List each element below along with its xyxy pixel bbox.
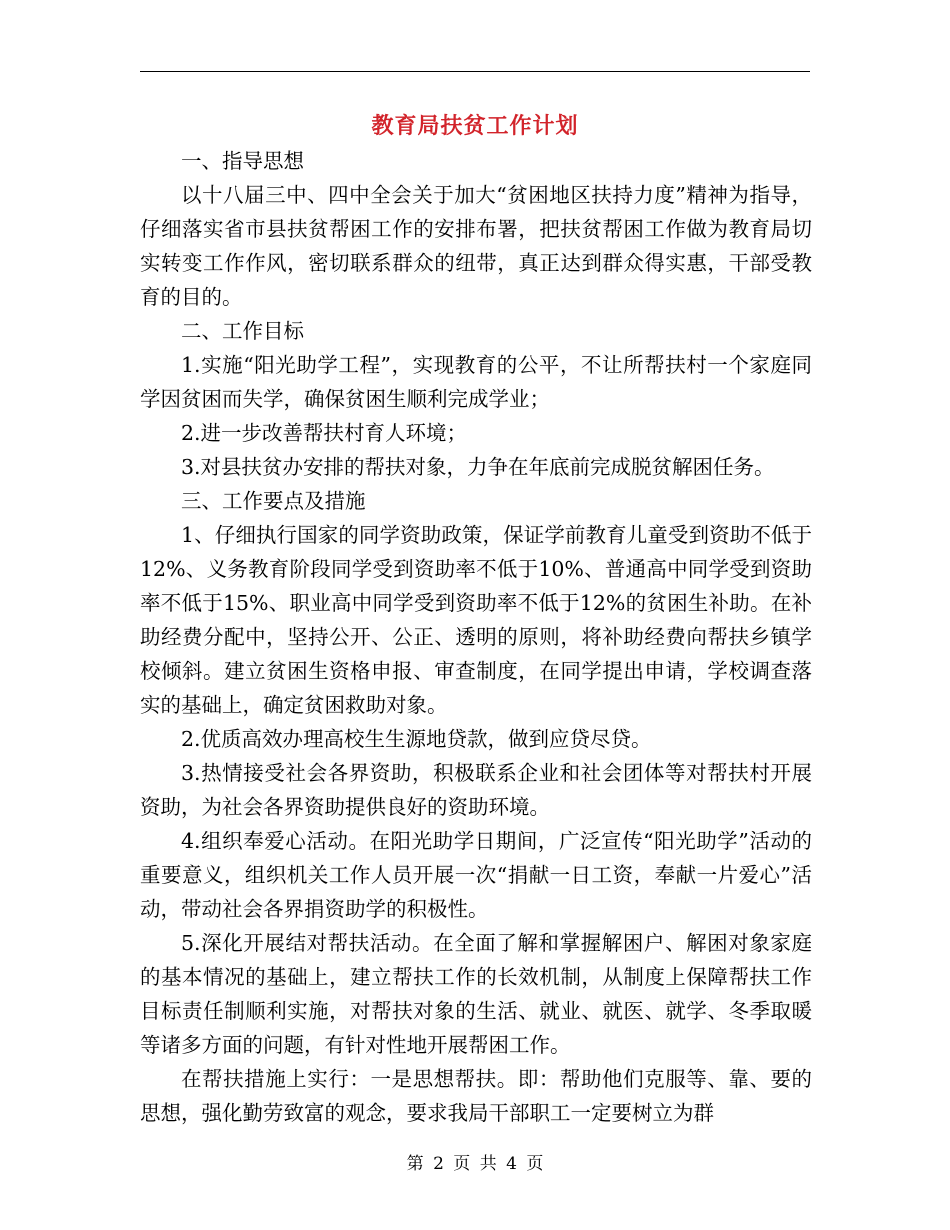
section-heading-guiding-thought: 一、指导思想 bbox=[181, 149, 304, 173]
section-heading-work-goals: 二、工作目标 bbox=[181, 319, 304, 343]
document-body bbox=[140, 144, 812, 1130]
measure-item-3: 3.热情接受社会各界资助，积极联系企业和社会团体等对帮扶村开展资助，为社会各界资助提供良好的资助环境。 bbox=[140, 761, 812, 819]
header-rule bbox=[140, 71, 810, 72]
document-title: 教育局扶贫工作计划 bbox=[371, 113, 579, 139]
goal-item-3: 3.对县扶贫办安排的帮扶对象，力争在年底前完成脱贫解困任务。 bbox=[181, 455, 775, 479]
page-number-footer: 第 2 页 共 4 页 bbox=[406, 1154, 544, 1174]
section-heading-key-points: 三、工作要点及措施 bbox=[181, 489, 366, 513]
measure-item-5: 5.深化开展结对帮扶活动。在全面了解和掌握解困户、解困对象家庭的基本情况的基础上，建立帮扶工作的长效机制，从制度上保障帮扶工作目标责任制顺利实施，对帮扶对象的生活、就业、就医、就学、冬季取暖等诸多方面的问题，有针对性地开展帮困工作。 bbox=[140, 931, 812, 1057]
goal-item-2: 2.进一步改善帮扶村育人环境； bbox=[181, 421, 468, 445]
paragraph-assistance-measures: 在帮扶措施上实行：一是思想帮扶。即：帮助他们克服等、靠、要的思想，强化勤劳致富的观念，要求我局干部职工一定要树立为群 bbox=[140, 1067, 812, 1125]
goal-item-1: 1.实施“阳光助学工程”，实现教育的公平，不让所帮扶村一个家庭同学因贫困而失学，确保贫困生顺利完成学业； bbox=[140, 353, 812, 411]
measure-item-1: 1、仔细执行国家的同学资助政策，保证学前教育儿童受到资助不低于12%、义务教育阶段同学受到资助率不低于10%、普通高中同学受到资助率不低于15%、职业高中同学受到资助率不低于12%的贫困生补助。在补助经费分配中，坚持公开、公正、透明的原则，将补助经费向帮扶乡镇学校倾斜。建立贫困生资格申报、审查制度，在同学提出申请，学校调查落实的基础上，确定贫困救助对象。 bbox=[140, 523, 812, 717]
paragraph-guiding-thought: 以十八届三中、四中全会关于加大“贫困地区扶持力度”精神为指导，仔细落实省市县扶贫帮困工作的安排布署，把扶贫帮困工作做为教育局切实转变工作作风，密切联系群众的纽带，真正达到群众得实惠，干部受教育的目的。 bbox=[140, 183, 812, 309]
measure-item-4: 4.组织奉爱心活动。在阳光助学日期间，广泛宣传“阳光助学”活动的重要意义，组织机关工作人员开展一次“捐献一日工资，奉献一片爱心”活动，带动社会各界捐资助学的积极性。 bbox=[140, 829, 812, 921]
measure-item-2: 2.优质高效办理高校生生源地贷款，做到应贷尽贷。 bbox=[181, 727, 652, 751]
